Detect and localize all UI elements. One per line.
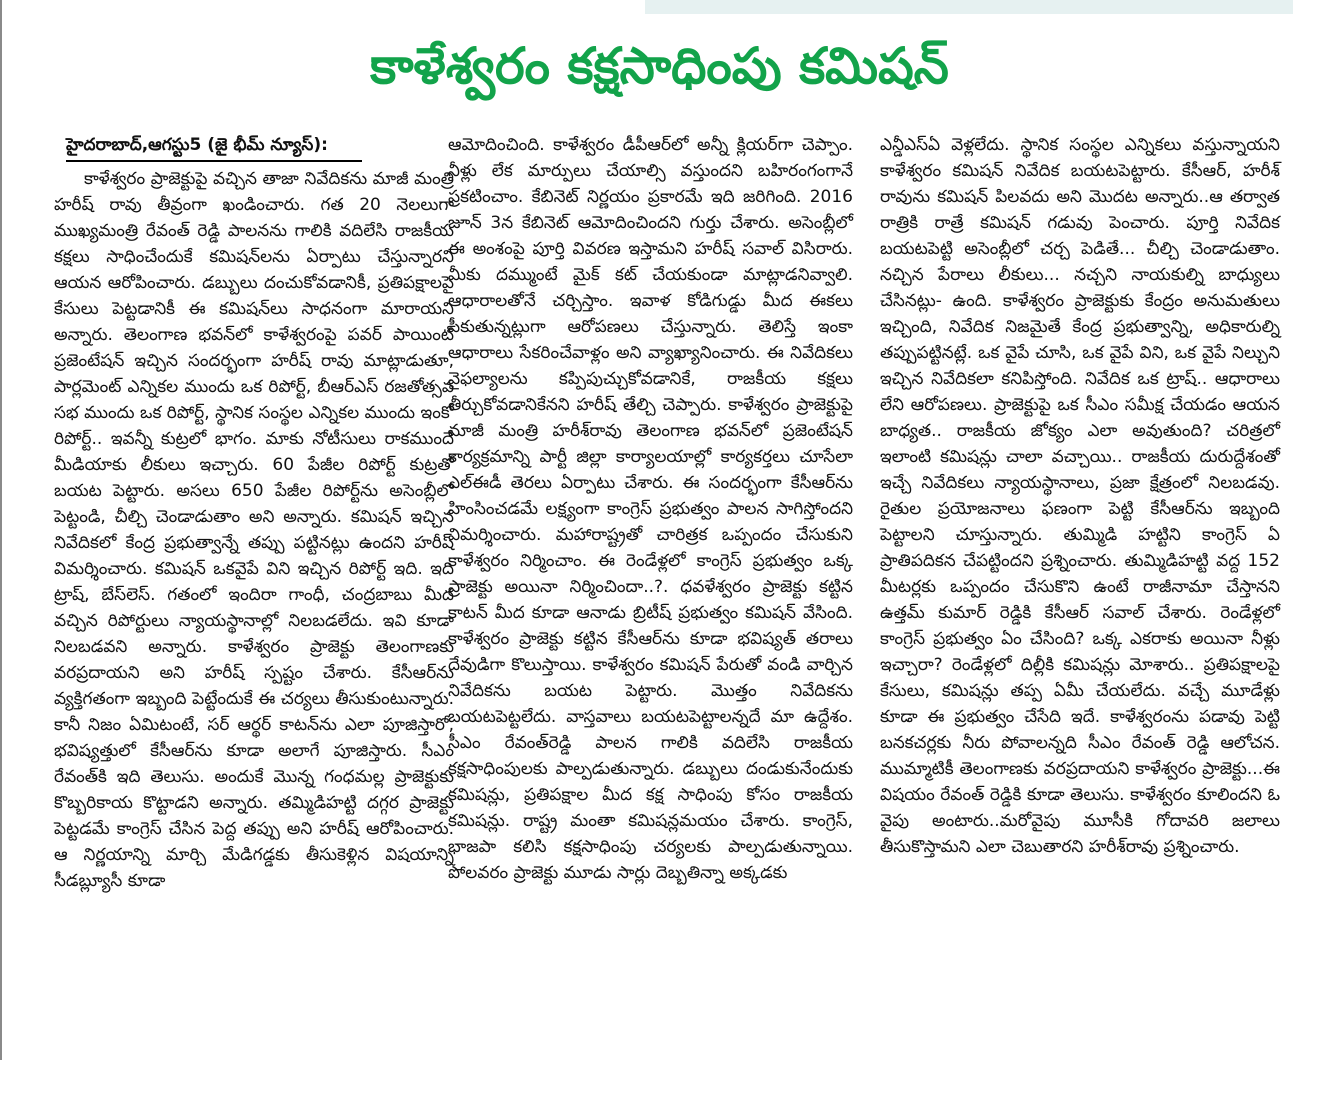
- top-color-band: [645, 0, 1293, 14]
- left-margin-rule: [0, 0, 2, 1060]
- article-headline: కాళేశ్వరం కక్షసాధింపు కమిషన్: [370, 37, 949, 95]
- article-column-3: [880, 132, 1280, 860]
- article-column-1: [54, 132, 454, 894]
- article-dateline: హైదరాబాద్,ఆగస్టు5 (జై భీమ్ న్యూస్):: [66, 132, 362, 162]
- column-3-text: ఎన్డీఎస్ఏ వెళ్లలేదు. స్థానిక సంస్థల ఎన్నికలు వస్తున్నాయని కాళేశ్వరం కమిషన్ నివేదిక బయటపెట్టారు. కేసీఆర్, హరీశ్ రావును కమిషన్ పిలవదు అని మొదట అన్నారు..ఆ తర్వాత రాత్రికి రాత్రే కమిషన్ గడువు పెంచారు. పూర్తి నివేదిక బయటపెట్టి అసెంబ్లీలో చర్చ పెడితే... చీల్చి చెండాడుతాం. నచ్చిన పేరాలు లీకులు... నచ్చని నాయకుల్ని బాధ్యులు చేసినట్లు- ఉంది. కాళేశ్వరం ప్రాజెక్టుకు కేంద్రం అనుమతులు ఇచ్చింది, నివేదిక నిజమైతే కేంద్ర ప్రభుత్వాన్ని, అధికారుల్ని తప్పుపట్టినట్లే. ఒక వైపే చూసి, ఒక వైపే విని, ఒక వైపే నిల్చుని ఇచ్చిన నివేదికలా కనిపిస్తోంది. నివేదిక ఒక ట్రాష్.. ఆధారాలు లేని ఆరోపణలు. ప్రాజెక్టుపై ఒక సీఎం సమీక్ష చేయడం ఆయన బాధ్యత.. రాజకీయ జోక్యం ఎలా అవుతుంది? చరిత్రలో ఇలాంటి కమిషన్లు చాలా వచ్చాయి.. రాజకీయ దురుద్దేశంతో ఇచ్చే నివేదికలు న్యాయస్థానాలు, ప్రజా క్షేత్రంలో నిలబడవు. రైతుల ప్రయోజనాలు ఫణంగా పెట్టి కేసీఆర్‌ను ఇబ్బంది పెట్టాలని చూస్తున్నారు. తుమ్మిడి హట్టిని కాంగ్రెస్ ఏ ప్రాతిపదికన చేపట్టిందని ప్రశ్నించారు. తుమ్మిడిహట్టి వద్ద 152 మీటర్లకు ఒప్పందం చేసుకొని ఉంటే రాజీనామా చేస్తానని ఉత్తమ్ కుమార్ రెడ్డికి కేసీఆర్ సవాల్ చేశారు. రెండేళ్లలో కాంగ్రెస్ ప్రభుత్వం ఏం చేసింది? ఒక్క ఎకరాకు అయినా నీళ్లు ఇచ్చారా? రెండేళ్లలో దిల్లీకి కమిషన్లు మోశారు.. ప్రతిపక్షాలపై కేసులు, కమిషన్లు తప్ప ఏమీ చేయలేదు. వచ్చే మూడేళ్లు కూడా ఈ ప్రభుత్వం చేసేది ఇదే. కాళేశ్వరంను పడావు పెట్టి బనకచర్లకు నీరు పోవాలన్నది సీఎం రేవంత్ రెడ్డి ఆలోచన. ముమ్మాటికీ తెలంగాణకు వరప్రదాయని కాళేశ్వరం ప్రాజెక్టు...ఈ విషయం రేవంత్ రెడ్డికి కూడా తెలుసు. కాళేశ్వరం కూలిందని ఓ వైపు అంటారు..మరోవైపు మూసీకి గోదావరి జలాలు తీసుకొస్తామని ఎలా చెబుతారని హరీశ్‌రావు ప్రశ్నించారు.: [880, 135, 1280, 857]
- article-column-2: [448, 132, 853, 886]
- column-2-text: ఆమోదించింది. కాళేశ్వరం డీపీఆర్‌లో అన్నీ క్లియర్‌గా చెప్పాం. నీళ్లు లేక మార్పులు చేయాల్సి వస్తుందని బహిరంగంగానే ప్రకటించాం. కేబినెట్ నిర్ణయం ప్రకారమే ఇది జరిగింది. 2016 జూన్ 3న కేబినెట్ ఆమోదించిందని గుర్తు చేశారు. అసెంబ్లీలో ఈ అంశంపై పూర్తి వివరణ ఇస్తామని హరీష్ సవాల్ విసిరారు. మీకు దమ్ముంటే మైక్ కట్ చేయకుండా మాట్లాడనివ్వాలి. ఆధారాలతోనే చర్చిస్తాం. ఇవాళ కోడిగుడ్డు మీద ఈకలు పీకుతున్నట్లుగా ఆరోపణలు చేస్తున్నారు. తెలిస్తే ఇంకా ఆధారాలు సేకరించేవాళ్లం అని వ్యాఖ్యానించారు. ఈ నివేదికలు వైఫల్యాలను కప్పిపుచ్చుకోవడానికే, రాజకీయ కక్షలు తీర్చుకోవడానికేనని హరీష్ తేల్చి చెప్పారు. కాళేశ్వరం ప్రాజెక్టుపై మాజీ మంత్రి హరీశ్‌రావు తెలంగాణ భవన్‌లో ప్రజెంటేషన్ కార్యక్రమాన్ని పార్టీ జిల్లా కార్యాలయాల్లో కార్యకర్తలు చూసేలా ఎల్‌ఈడీ తెరలు ఏర్పాటు చేశారు. ఈ సందర్భంగా కేసీఆర్‌ను హింసించడమే లక్ష్యంగా కాంగ్రెస్ ప్రభుత్వం పాలన సాగిస్తోందని విమర్శించారు. మహారాష్ట్రతో చారిత్రక ఒప్పందం చేసుకుని కాళేశ్వరం నిర్మించాం. ఈ రెండేళ్లలో కాంగ్రెస్ ప్రభుత్వం ఒక్క ప్రాజెక్టు అయినా నిర్మించిందా..?. ధవళేశ్వరం ప్రాజెక్టు కట్టిన కాటన్ మీద కూడా ఆనాడు బ్రిటీష్ ప్రభుత్వం కమిషన్ వేసింది. కాళేశ్వరం ప్రాజెక్టు కట్టిన కేసీఆర్‌ను కూడా భవిష్యత్ తరాలు దేవుడిగా కొలుస్తాయి. కాళేశ్వరం కమిషన్ పేరుతో వండి వార్చిన నివేదికను బయట పెట్టారు. మొత్తం నివేదికను బయటపెట్టలేదు. వాస్తవాలు బయటపెట్టాలన్నదే మా ఉద్దేశం. సీఎం రేవంత్‌రెడ్డి పాలన గాలికి వదిలేసి రాజకీయ కక్షసాధింపులకు పాల్పడుతున్నారు. డబ్బులు దండుకునేందుకు కమిషన్లు, ప్రతిపక్షాల మీద కక్ష సాధింపు కోసం రాజకీయ కమిషన్లు. రాష్ట్ర మంతా కమిషన్లమయం చేశారు. కాంగ్రెస్, భాజపా కలిసి కక్షసాధింపు చర్యలకు పాల్పడుతున్నాయి. పోలవరం ప్రాజెక్టు మూడు సార్లు దెబ్బతిన్నా అక్కడకు: [448, 135, 853, 883]
- column-1-text: కాళేశ్వరం ప్రాజెక్టుపై వచ్చిన తాజా నివేదికను మాజీ మంత్రి హరీష్ రావు తీవ్రంగా ఖండించారు. గత 20 నెలలుగా ముఖ్యమంత్రి రేవంత్ రెడ్డి పాలనను గాలికి వదిలేసి రాజకీయ కక్షలు సాధించేందుకే కమిషన్‌లను ఏర్పాటు చేస్తున్నారని ఆయన ఆరోపించారు. డబ్బులు దంచుకోవడానికీ, ప్రతిపక్షాలపై కేసులు పెట్టడానికీ ఈ కమిషన్‌లు సాధనంగా మారాయని అన్నారు. తెలంగాణ భవన్‌లో కాళేశ్వరంపై పవర్ పాయింట్ ప్రజెంటేషన్ ఇచ్చిన సందర్భంగా హరీష్ రావు మాట్లాడుతూ, పార్లమెంట్ ఎన్నికల ముందు ఒక రిపోర్ట్, బీఆర్ఎస్ రజతోత్సవ సభ ముందు ఒక రిపోర్ట్, స్థానిక సంస్థల ఎన్నికల ముందు ఇంకో రిపోర్ట్.. ఇవన్నీ కుట్రలో భాగం. మాకు నోటీసులు రాకముందే మీడియాకు లీకులు ఇచ్చారు. 60 పేజీల రిపోర్ట్ కుట్రతో బయట పెట్టారు. అసలు 650 పేజీల రిపోర్ట్‌ను అసెంబ్లీలో పెట్టండి, చీల్చి చెండాడుతాం అని అన్నారు. కమిషన్ ఇచ్చిన నివేదికలో కేంద్ర ప్రభుత్వాన్నే తప్పు పట్టినట్లు ఉందని హరీష్ విమర్శించారు. కమిషన్ ఒకవైపే విని ఇచ్చిన రిపోర్ట్ ఇది. ఇది ట్రాష్, బేస్‌లెస్. గతంలో ఇందిరా గాంధీ, చంద్రబాబు మీద వచ్చిన రిపోర్టులు న్యాయస్థానాల్లో నిలబడలేదు. ఇవి కూడా నిలబడవని అన్నారు. కాళేశ్వరం ప్రాజెక్టు తెలంగాణకు వరప్రదాయని అని హరీష్ స్పష్టం చేశారు. కేసీఆర్‌ను వ్యక్తిగతంగా ఇబ్బంది పెట్టేందుకే ఈ చర్యలు తీసుకుంటున్నారు. కానీ నిజం ఏమిటంటే, సర్ ఆర్థర్ కాటన్‌ను ఎలా పూజిస్తారో, భవిష్యత్తులో కేసీఆర్‌ను కూడా అలాగే పూజిస్తారు. సీఎం రేవంత్‌కి ఇది తెలుసు. అందుకే మొన్న గంధమల్ల ప్రాజెక్టుకు కొబ్బరికాయ కొట్టాడని అన్నారు. తమ్మిడిహట్టి దగ్గర ప్రాజెక్టు పెట్టడమే కాంగ్రెస్ చేసిన పెద్ద తప్పు అని హరీష్ ఆరోపించారు. ఆ నిర్ణయాన్ని మార్చి మేడిగడ్డకు తీసుకెళ్లిన విషయాన్ని సీడబ్ల్యూసీ కూడా: [54, 169, 454, 891]
